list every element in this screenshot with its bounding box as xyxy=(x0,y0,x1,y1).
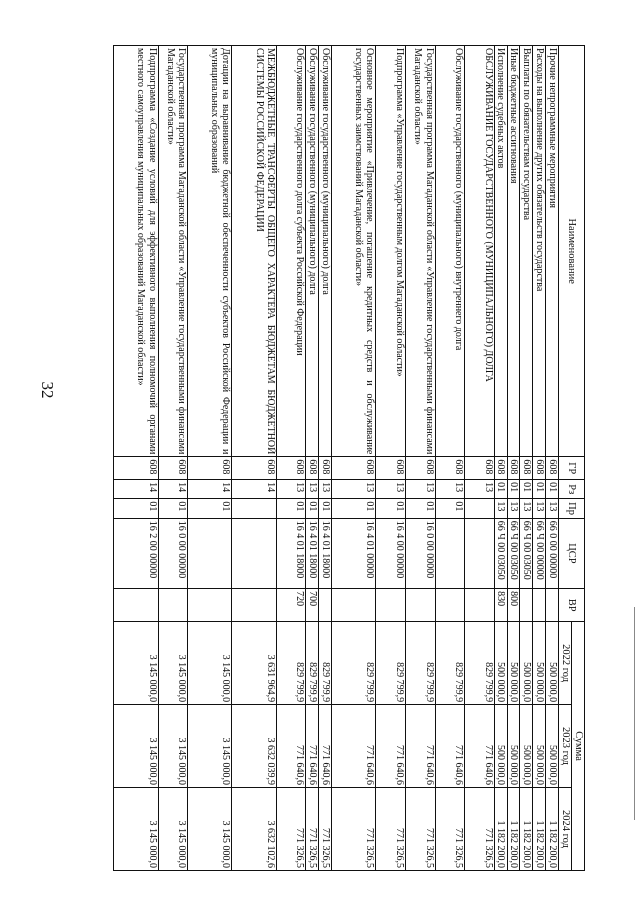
row-sum-2022: 3 145 000,0 xyxy=(188,622,232,705)
row-name: Обслуживание государственного (муниципального) внутреннего долга xyxy=(435,46,465,457)
table-row xyxy=(376,46,406,871)
table-row xyxy=(435,46,465,871)
row-rz: 01 xyxy=(507,480,520,499)
row-vr: 720 xyxy=(276,589,306,622)
row-sum-2024: 1 182 200,0 xyxy=(520,788,533,871)
row-rz: 01 xyxy=(546,480,559,499)
row-csr: 16 4 01 00000 xyxy=(332,518,376,588)
row-gr: 608 xyxy=(232,457,276,480)
row-name: Расходы на выполнение других обязательств государства xyxy=(533,46,546,457)
row-name: Государственная программа Магаданской области «Управление государственными финансами Магаданской области» xyxy=(158,46,188,457)
row-sum-2024: 771 326,5 xyxy=(376,788,406,871)
row-rz: 14 xyxy=(232,480,276,499)
row-rz: 14 xyxy=(188,480,232,499)
header-year-2023: 2023 год xyxy=(559,705,572,788)
row-gr: 608 xyxy=(332,457,376,480)
row-sum-2024: 771 326,5 xyxy=(465,788,495,871)
row-gr: 608 xyxy=(276,457,306,480)
row-pr: 01 xyxy=(114,499,159,518)
row-vr xyxy=(546,589,559,622)
table-row xyxy=(319,46,332,871)
row-pr: 13 xyxy=(507,499,520,518)
row-sum-2024: 771 326,5 xyxy=(406,788,436,871)
header-year-2024: 2024 год xyxy=(559,788,572,871)
row-csr: 16 0 00 00000 xyxy=(158,518,188,588)
row-sum-2023: 771 640,6 xyxy=(406,705,436,788)
row-pr: 13 xyxy=(546,499,559,518)
row-sum-2022: 3 145 000,0 xyxy=(158,622,188,705)
row-rz: 13 xyxy=(332,480,376,499)
row-csr: 66 Ч 00 03050 xyxy=(507,518,520,588)
row-gr: 608 xyxy=(306,457,319,480)
header-gr: ГР xyxy=(559,457,585,480)
row-sum-2024: 771 326,5 xyxy=(435,788,465,871)
row-csr: 66 Ч 00 00000 xyxy=(533,518,546,588)
row-pr: 13 xyxy=(533,499,546,518)
row-sum-2022: 829 799,9 xyxy=(406,622,436,705)
row-sum-2022: 3 631 964,9 xyxy=(232,622,276,705)
row-csr xyxy=(465,518,495,588)
table-row xyxy=(533,46,546,871)
row-vr: 830 xyxy=(494,589,507,622)
row-csr xyxy=(188,518,232,588)
row-rz: 13 xyxy=(319,480,332,499)
row-rz: 01 xyxy=(520,480,533,499)
row-sum-2024: 771 326,5 xyxy=(306,788,319,871)
row-gr: 608 xyxy=(507,457,520,480)
row-csr: 16 2 00 00000 xyxy=(114,518,159,588)
row-sum-2023: 771 640,6 xyxy=(276,705,306,788)
row-sum-2023: 3 145 000,0 xyxy=(188,705,232,788)
row-sum-2023: 500 000,0 xyxy=(546,705,559,788)
row-sum-2022: 500 000,0 xyxy=(533,622,546,705)
row-gr: 608 xyxy=(188,457,232,480)
row-pr xyxy=(232,499,276,518)
row-pr: 01 xyxy=(332,499,376,518)
row-rz: 13 xyxy=(406,480,436,499)
row-gr: 608 xyxy=(376,457,406,480)
row-gr: 608 xyxy=(533,457,546,480)
row-pr: 01 xyxy=(406,499,436,518)
rotated-table-container xyxy=(113,45,585,871)
header-vr: ВР xyxy=(559,589,585,622)
row-sum-2022: 829 799,9 xyxy=(306,622,319,705)
row-rz: 13 xyxy=(276,480,306,499)
row-name: Обслуживание государственного (муниципального) долга xyxy=(306,46,319,457)
row-rz: 14 xyxy=(114,480,159,499)
row-name: Выплаты по обязательствам государства xyxy=(520,46,533,457)
row-sum-2023: 500 000,0 xyxy=(507,705,520,788)
row-sum-2024: 1 182 200,0 xyxy=(546,788,559,871)
row-sum-2022: 829 799,9 xyxy=(319,622,332,705)
row-vr xyxy=(533,589,546,622)
row-name: Основное мероприятие «Привлечение, погашение кредитных средств и обслуживание государственных заимствований Магаданской области» xyxy=(332,46,376,457)
row-sum-2023: 771 640,6 xyxy=(306,705,319,788)
table-row xyxy=(546,46,559,871)
row-sum-2024: 1 182 200,0 xyxy=(494,788,507,871)
row-sum-2023: 500 000,0 xyxy=(520,705,533,788)
row-name: Обслуживание государственного (муниципального) долга xyxy=(319,46,332,457)
row-csr: 16 0 00 00000 xyxy=(406,518,436,588)
page-number: 32 xyxy=(38,381,57,399)
row-csr: 16 4 01 18000 xyxy=(276,518,306,588)
row-sum-2023: 500 000,0 xyxy=(533,705,546,788)
row-sum-2022: 829 799,9 xyxy=(276,622,306,705)
row-csr: 16 4 01 18000 xyxy=(306,518,319,588)
row-sum-2023: 3 145 000,0 xyxy=(114,705,159,788)
table-row xyxy=(232,46,276,871)
row-name: Иные бюджетные ассигнования xyxy=(507,46,520,457)
budget-table xyxy=(113,45,585,871)
header-pr: Пр xyxy=(559,499,585,518)
row-sum-2024: 771 326,5 xyxy=(332,788,376,871)
row-vr xyxy=(232,589,276,622)
row-vr xyxy=(158,589,188,622)
row-name: Прочие непрограммные мероприятия xyxy=(546,46,559,457)
row-sum-2022: 829 799,9 xyxy=(376,622,406,705)
row-name: МЕЖБЮДЖЕТНЫЕ ТРАНСФЕРТЫ ОБЩЕГО ХАРАКТЕРА БЮДЖЕТАМ БЮДЖЕТНОЙ СИСТЕМЫ РОССИЙСКОЙ ФЕДЕРАЦИИ xyxy=(232,46,276,457)
table-row xyxy=(276,46,306,871)
table-row xyxy=(306,46,319,871)
row-rz: 13 xyxy=(376,480,406,499)
row-vr xyxy=(188,589,232,622)
row-rz: 13 xyxy=(465,480,495,499)
row-gr: 608 xyxy=(546,457,559,480)
row-gr: 608 xyxy=(319,457,332,480)
row-vr xyxy=(114,589,159,622)
row-sum-2023: 500 000,0 xyxy=(494,705,507,788)
row-pr: 01 xyxy=(188,499,232,518)
row-rz: 01 xyxy=(533,480,546,499)
row-sum-2024: 1 182 200,0 xyxy=(507,788,520,871)
row-sum-2022: 500 000,0 xyxy=(546,622,559,705)
table-row xyxy=(406,46,436,871)
row-name: Государственная программа Магаданской области «Управление государственными финансами Магаданской области» xyxy=(406,46,436,457)
row-sum-2022: 500 000,0 xyxy=(494,622,507,705)
table-row xyxy=(494,46,507,871)
row-csr: 16 4 00 00000 xyxy=(376,518,406,588)
row-gr: 608 xyxy=(435,457,465,480)
row-vr xyxy=(319,589,332,622)
table-row xyxy=(188,46,232,871)
row-sum-2023: 771 640,6 xyxy=(319,705,332,788)
row-sum-2023: 771 640,6 xyxy=(376,705,406,788)
row-vr xyxy=(406,589,436,622)
header-rz: Рз xyxy=(559,480,585,499)
row-vr xyxy=(376,589,406,622)
row-sum-2024: 3 632 102,6 xyxy=(232,788,276,871)
row-gr: 608 xyxy=(114,457,159,480)
row-rz: 13 xyxy=(306,480,319,499)
row-sum-2022: 829 799,9 xyxy=(465,622,495,705)
row-csr xyxy=(232,518,276,588)
row-pr: 01 xyxy=(376,499,406,518)
row-sum-2023: 771 640,6 xyxy=(435,705,465,788)
row-pr: 01 xyxy=(435,499,465,518)
row-pr: 01 xyxy=(276,499,306,518)
row-rz: 01 xyxy=(494,480,507,499)
row-pr: 13 xyxy=(494,499,507,518)
row-pr: 01 xyxy=(319,499,332,518)
row-pr: 01 xyxy=(306,499,319,518)
table-row xyxy=(114,46,159,871)
scan-edge-line xyxy=(634,607,635,820)
row-name: Дотации на выравнивание бюджетной обеспеченности субъектов Российской Федерации и муниципальных образований xyxy=(188,46,232,457)
row-pr xyxy=(465,499,495,518)
row-vr: 800 xyxy=(507,589,520,622)
row-sum-2023: 3 632 039,9 xyxy=(232,705,276,788)
row-gr: 608 xyxy=(158,457,188,480)
row-gr: 608 xyxy=(406,457,436,480)
header-sum: Сумма xyxy=(572,622,585,871)
row-rz: 13 xyxy=(435,480,465,499)
row-vr: 700 xyxy=(306,589,319,622)
row-sum-2023: 771 640,6 xyxy=(465,705,495,788)
table-body xyxy=(114,46,559,871)
row-sum-2022: 829 799,9 xyxy=(435,622,465,705)
row-vr xyxy=(520,589,533,622)
row-sum-2024: 3 145 000,0 xyxy=(188,788,232,871)
row-sum-2024: 1 182 200,0 xyxy=(533,788,546,871)
row-sum-2024: 3 145 000,0 xyxy=(158,788,188,871)
table-row xyxy=(332,46,376,871)
header-name: Наименование xyxy=(559,46,585,457)
row-pr: 01 xyxy=(158,499,188,518)
row-gr: 608 xyxy=(494,457,507,480)
row-csr: 16 4 01 18000 xyxy=(319,518,332,588)
row-vr xyxy=(332,589,376,622)
row-csr: 66 Ч 00 03050 xyxy=(520,518,533,588)
row-name: Исполнение судебных актов xyxy=(494,46,507,457)
header-year-2022: 2022 год xyxy=(559,622,572,705)
table-row xyxy=(507,46,520,871)
row-sum-2023: 771 640,6 xyxy=(332,705,376,788)
row-vr xyxy=(435,589,465,622)
row-name: ОБСЛУЖИВАНИЕ ГОСУДАРСТВЕННОГО (МУНИЦИПАЛЬНОГО) ДОЛГА xyxy=(465,46,495,457)
row-name: Подпрограмма «Управление государственным долгом Магаданской области» xyxy=(376,46,406,457)
header-csr: ЦСР xyxy=(559,518,585,588)
row-vr xyxy=(465,589,495,622)
row-sum-2024: 3 145 000,0 xyxy=(114,788,159,871)
row-csr xyxy=(435,518,465,588)
row-name: Обслуживание государственного долга субъекта Российской Федерации xyxy=(276,46,306,457)
row-sum-2022: 500 000,0 xyxy=(507,622,520,705)
row-sum-2022: 829 799,9 xyxy=(332,622,376,705)
row-name: Подпрограмма «Создание условий для эффективного выполнения полномочий органами местного самоуправления муниципальных образований Магаданской области» xyxy=(114,46,159,457)
row-sum-2023: 3 145 000,0 xyxy=(158,705,188,788)
row-sum-2022: 500 000,0 xyxy=(520,622,533,705)
row-csr: 66 Ч 00 03050 xyxy=(494,518,507,588)
table-row xyxy=(158,46,188,871)
row-gr: 608 xyxy=(465,457,495,480)
row-sum-2024: 771 326,5 xyxy=(319,788,332,871)
row-sum-2022: 3 145 000,0 xyxy=(114,622,159,705)
table-row xyxy=(465,46,495,871)
row-gr: 608 xyxy=(520,457,533,480)
row-sum-2024: 771 326,5 xyxy=(276,788,306,871)
row-csr: 66 0 00 00000 xyxy=(546,518,559,588)
table-row xyxy=(520,46,533,871)
row-pr: 13 xyxy=(520,499,533,518)
row-rz: 14 xyxy=(158,480,188,499)
